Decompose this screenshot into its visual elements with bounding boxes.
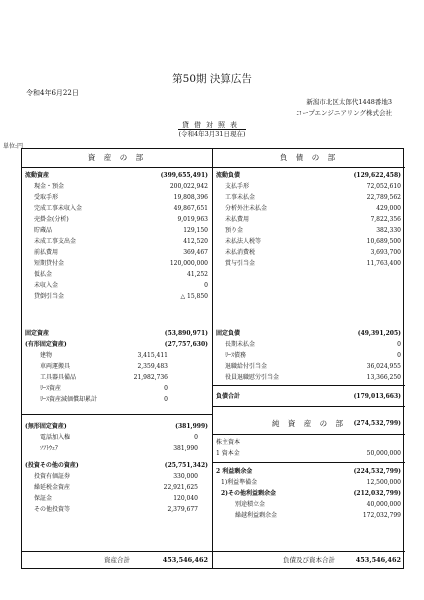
row-value: 3,693,700	[370, 249, 401, 256]
liability-item-row	[213, 373, 405, 383]
asset-item-row	[22, 472, 212, 482]
row-value: 120,040	[173, 495, 198, 502]
company-name: コープエンジニアリング株式会社	[295, 109, 392, 117]
row-value: 22,921,625	[163, 484, 198, 491]
row-value: 0	[204, 282, 208, 289]
liabilities-column	[212, 149, 405, 568]
row-value: 200,022,942	[169, 183, 208, 190]
company-address: 新潟市北区太郎代1448番地3	[306, 98, 392, 106]
row-value: (129,622,458)	[353, 172, 401, 179]
row-label: 繰延税金資産	[34, 484, 71, 491]
fixed-liabilities-row	[213, 329, 405, 339]
row-value: 429,000	[376, 205, 401, 212]
row-label: その他投資等	[34, 506, 71, 513]
asset-item-row	[22, 292, 212, 302]
row-label: 固定資産	[25, 330, 50, 337]
row-value: 22,789,562	[366, 194, 401, 201]
asset-item-row	[22, 395, 212, 405]
row-label: 貯蔵品	[34, 227, 53, 234]
row-value: (49,391,205)	[357, 330, 401, 337]
liability-item-row	[213, 362, 405, 372]
row-label: 仮払金	[34, 271, 53, 278]
row-value: △ 15,850	[180, 293, 208, 300]
row-value: 72,052,610	[366, 183, 401, 190]
row-value: (25,751,342)	[164, 462, 208, 469]
row-label: 電話加入権	[40, 434, 71, 441]
row-value: 11,763,400	[366, 260, 401, 267]
row-label: 保証金	[34, 495, 53, 502]
row-value: 12,500,000	[366, 479, 401, 486]
row-value: (381,999)	[175, 423, 208, 430]
divider	[213, 385, 405, 386]
row-value: 453,546,462	[355, 556, 401, 564]
row-label: 売掛金(分析)	[34, 216, 69, 223]
divider	[22, 414, 212, 415]
row-value: (53,890,971)	[164, 330, 208, 337]
row-label: (無形固定資産)	[25, 423, 67, 430]
asset-item-row	[22, 182, 212, 192]
liability-item-row	[213, 204, 405, 214]
row-label: 別途積立金	[235, 501, 266, 508]
row-value: 330,000	[173, 473, 198, 480]
row-label: 1 資本金	[216, 450, 240, 457]
liability-item-row	[213, 340, 405, 350]
row-label: 工具器具備品	[40, 374, 77, 381]
row-value: 9,019,963	[177, 216, 208, 223]
asset-item-row	[22, 483, 212, 493]
asset-item-row	[22, 193, 212, 203]
separate-reserve-row	[213, 500, 405, 510]
liability-item-row	[213, 248, 405, 258]
row-value: 369,467	[183, 249, 208, 256]
row-label: 建物	[40, 352, 53, 359]
row-label: 受取手形	[34, 194, 59, 201]
row-label: 投資有価証券	[34, 473, 71, 480]
assets-total-row	[22, 551, 212, 568]
row-label: 1)利益準備金	[221, 479, 258, 486]
liability-item-row	[213, 351, 405, 361]
row-label: 役員退職慰労引当金	[225, 374, 280, 381]
asset-item-row	[22, 226, 212, 236]
fixed-assets-row	[22, 329, 212, 339]
row-label: 退職給付引当金	[225, 363, 268, 370]
row-value: 21,982,736	[133, 374, 168, 381]
row-label: 貸倒引当金	[34, 293, 65, 300]
investments-row	[22, 461, 212, 471]
assets-column	[22, 149, 212, 568]
liability-item-row	[213, 226, 405, 236]
liabilities-total-row	[213, 392, 405, 402]
intangible-assets-row	[22, 422, 212, 432]
divider	[213, 406, 405, 407]
row-label: (有形固定資産)	[25, 341, 67, 348]
row-value: 3,415,411	[137, 352, 168, 359]
current-assets-row	[22, 171, 212, 181]
row-label: 車両運搬具	[40, 363, 71, 370]
row-label: ﾘｰｽ資産	[40, 385, 62, 392]
row-value: (224,532,799)	[353, 468, 401, 475]
row-label: 未払費用	[225, 216, 250, 223]
capital-row	[213, 449, 405, 459]
current-liabilities-row	[213, 171, 405, 181]
row-label: 現金・預金	[34, 183, 65, 190]
row-value: 0	[397, 352, 401, 359]
row-value: 2,379,677	[167, 506, 198, 513]
net-assets-header-label: 純 資 産 の 部	[271, 419, 347, 428]
row-label: 未成工事支出金	[34, 238, 77, 245]
carried-forward-row	[213, 511, 405, 521]
row-value: 36,024,955	[366, 363, 401, 370]
asset-item-row	[22, 494, 212, 504]
divider	[213, 462, 405, 463]
row-label: 繰越利益剰余金	[235, 512, 278, 519]
row-value: 120,000,000	[169, 260, 208, 267]
row-value: (27,757,630)	[164, 341, 208, 348]
assets-header: 資 産 の 部	[22, 149, 212, 168]
asset-item-row	[22, 237, 212, 247]
liabilities-equity-total-row	[213, 551, 405, 568]
row-label: 分析外注未払金	[225, 205, 268, 212]
row-label: 完成工事未収入金	[34, 205, 83, 212]
asset-item-row	[22, 204, 212, 214]
row-value: (179,013,663)	[353, 393, 401, 400]
asset-item-row	[22, 248, 212, 258]
row-label: 前払費用	[34, 249, 59, 256]
row-value: 2,359,483	[137, 363, 168, 370]
row-label: 未収入金	[34, 282, 59, 289]
row-value: (212,032,799)	[353, 490, 401, 497]
tangible-assets-row	[22, 340, 212, 350]
row-label: 流動負債	[216, 172, 241, 179]
page-title: 第50期 決算広告	[172, 73, 252, 85]
row-value: 412,520	[183, 238, 208, 245]
row-label: 工事未払金	[225, 194, 256, 201]
row-label: (投資その他の資産)	[25, 462, 79, 469]
asset-item-row	[22, 270, 212, 280]
company-block	[296, 97, 392, 119]
asset-item-row	[22, 433, 212, 443]
row-label: 流動資産	[25, 172, 50, 179]
asset-item-row	[22, 259, 212, 269]
row-value: 453,546,462	[162, 556, 208, 564]
row-label: 未払消費税	[225, 249, 256, 256]
row-value: 172,032,799	[362, 512, 401, 519]
liabilities-header: 負 債 の 部	[213, 149, 405, 168]
row-label: 2)その他利益剰余金	[221, 490, 277, 497]
announcement-date: 令和4年6月22日	[26, 89, 79, 97]
row-label: 預り金	[225, 227, 244, 234]
row-value: 13,366,250	[366, 374, 401, 381]
asset-item-row	[22, 373, 212, 383]
asset-item-row	[22, 384, 212, 394]
asset-item-row	[22, 281, 212, 291]
liability-item-row	[213, 182, 405, 192]
row-value: 381,990	[173, 445, 198, 452]
liability-item-row	[213, 237, 405, 247]
asset-item-row	[22, 505, 212, 515]
row-label: 固定負債	[216, 330, 241, 337]
liability-item-row	[213, 193, 405, 203]
row-label: 2 利益剰余金	[216, 468, 253, 475]
row-value: 0	[194, 434, 198, 441]
asset-item-row	[22, 362, 212, 372]
liability-item-row	[213, 215, 405, 225]
balance-sheet-title-text: 貸借対照表	[178, 121, 246, 130]
row-value: 0	[397, 341, 401, 348]
balance-sheet-table	[21, 148, 404, 569]
retained-earnings-row	[213, 467, 405, 477]
asset-item-row	[22, 215, 212, 225]
row-value: 41,252	[187, 271, 208, 278]
row-value: 7,822,356	[370, 216, 401, 223]
legal-reserve-row	[213, 478, 405, 488]
balance-sheet-date: (令和4年3月31日現在)	[178, 130, 246, 138]
other-retained-row	[213, 489, 405, 499]
row-value: (274,532,799)	[353, 420, 401, 427]
row-label: 資産合計	[104, 556, 130, 564]
row-value: 49,867,651	[173, 205, 208, 212]
shareholders-equity-row	[213, 438, 405, 448]
row-value: 19,808,396	[173, 194, 208, 201]
row-value: 40,000,000	[366, 501, 401, 508]
asset-item-row	[22, 351, 212, 361]
row-value: 382,330	[376, 227, 401, 234]
unit-label: 単位:円	[3, 143, 24, 150]
row-label: 支払手形	[225, 183, 250, 190]
row-label: 短期貸付金	[34, 260, 65, 267]
row-label: ﾘｰｽ資産減価償却累計	[40, 396, 98, 403]
row-label: ｿﾌﾄｳｪｱ	[40, 445, 59, 452]
row-label: 賞与引当金	[225, 260, 256, 267]
row-value: 0	[164, 385, 168, 392]
row-label: 負債合計	[216, 393, 241, 400]
row-label: ﾘｰｽ債務	[225, 352, 247, 359]
row-label: 負債及び資本合計	[283, 556, 335, 564]
row-label: 未払法人税等	[225, 238, 262, 245]
asset-item-row	[22, 444, 212, 454]
row-value: (399,655,491)	[160, 172, 208, 179]
row-value: 0	[164, 396, 168, 403]
row-label: 株主資本	[216, 439, 241, 446]
liability-item-row	[213, 259, 405, 269]
row-value: 50,000,000	[366, 450, 401, 457]
net-assets-header-value-row	[213, 419, 405, 429]
row-label: 長期未払金	[225, 341, 256, 348]
row-value: 129,150	[183, 227, 208, 234]
row-value: 10,689,500	[366, 238, 401, 245]
